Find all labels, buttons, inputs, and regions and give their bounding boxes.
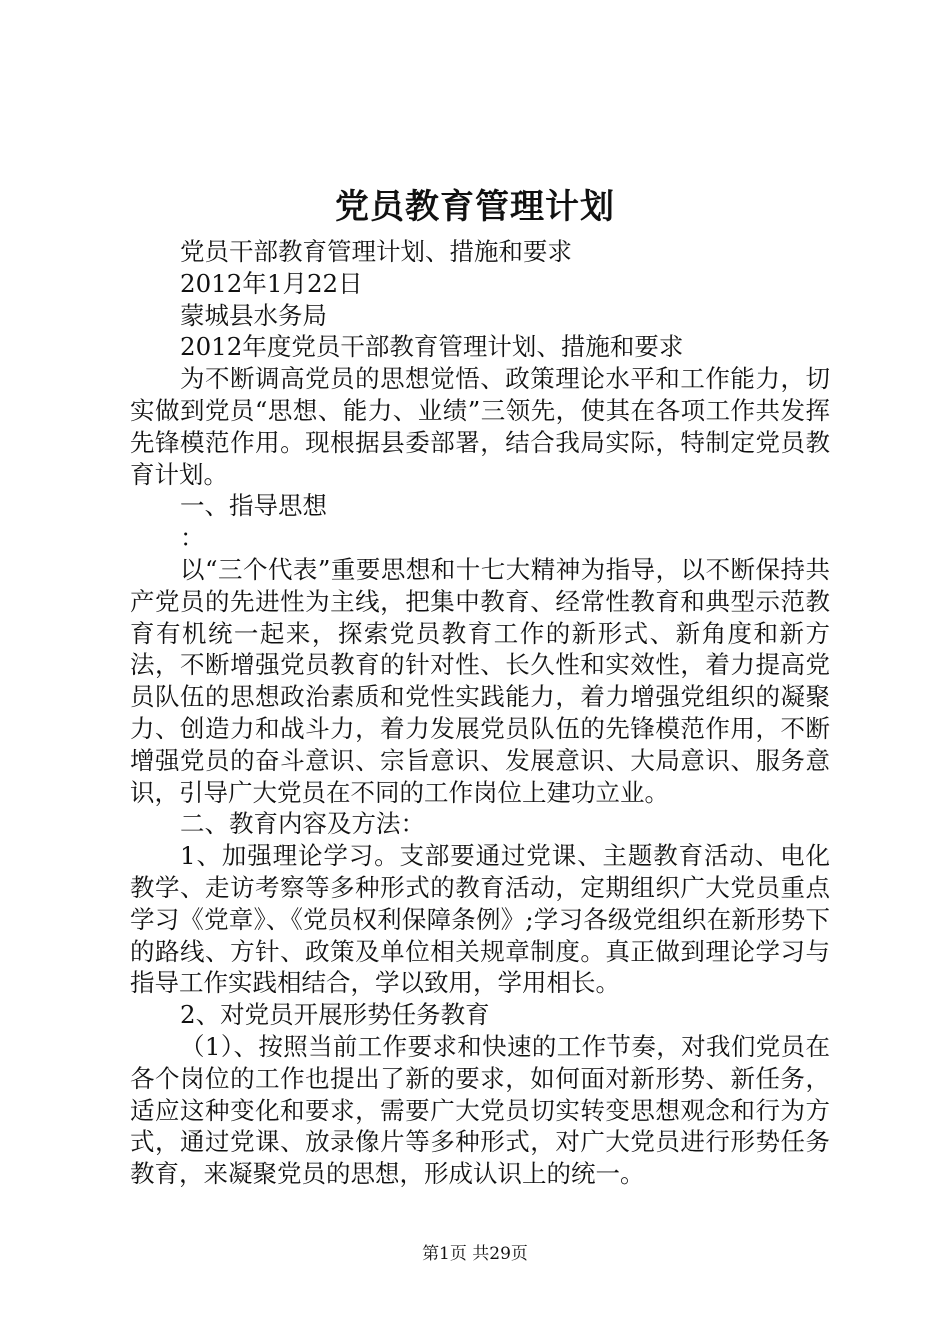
item2-sub1-paragraph: （1）、按照当前工作要求和快速的工作节奏，对我们党员在各个岗位的工作也提出了新的要求，如何面对新形势、新任务，适应这种变化和要求，需要广大党员切实转变思想观念和行为方式，通过党课、放录像片等多种形式，对广大党员进行形势任务教育，来凝聚党员的思想，形成认识上的统一。 (130, 1031, 830, 1189)
section1-paragraph: 以“三个代表”重要思想和十七大精神为指导，以不断保持共产党员的先进性为主线，把集中教育、经常性教育和典型示范教育有机统一起来，探索党员教育工作的新形式、新角度和新方法，不断增强党员教育的针对性、长久性和实效性，着力提高党员队伍的思想政治素质和党性实践能力，着力增强党组织的凝聚力、创造力和战斗力，着力发展党员队伍的先锋模范作用，不断增强党员的奋斗意识、宗旨意识、发展意识、大局意识、服务意识，引导广大党员在不同的工作岗位上建功立业。 (130, 554, 830, 807)
subtitle-line: 党员干部教育管理计划、措施和要求 (180, 237, 572, 266)
section1-colon: ： (180, 523, 205, 553)
item1-paragraph: 1、加强理论学习。支部要通过党课、主题教育活动、电化教学、走访考察等多种形式的教育活动，定期组织广大党员重点学习《党章》、《党员权利保障条例》;学习各级党组织在新形势下的路线、方针、政策及单位相关规章制度。真正做到理论学习与指导工作实践相结合，学以致用，学用相长。 (130, 841, 830, 998)
section1-heading: 一、指导思想 (180, 491, 327, 521)
plan-heading-line: 2012年度党员干部教育管理计划、措施和要求 (180, 332, 684, 362)
item2-heading: 2、对党员开展形势任务教育 (180, 1000, 490, 1030)
section2-heading: 二、教育内容及方法： (180, 809, 425, 839)
page-footer: 第1页 共29页 (422, 1244, 528, 1264)
organization-line: 蒙城县水务局 (180, 300, 327, 330)
document-title: 党员教育管理计划 (335, 187, 615, 227)
intro-paragraph: 为不断调高党员的思想觉悟、政策理论水平和工作能力，切实做到党员“思想、能力、业绩”三领先，使其在各项工作共发挥先锋模范作用。现根据县委部署，结合我局实际，特制定党员教育计划。 (130, 364, 830, 489)
date-line: 2012年1月22日 (180, 268, 363, 298)
document-body (130, 236, 830, 1190)
